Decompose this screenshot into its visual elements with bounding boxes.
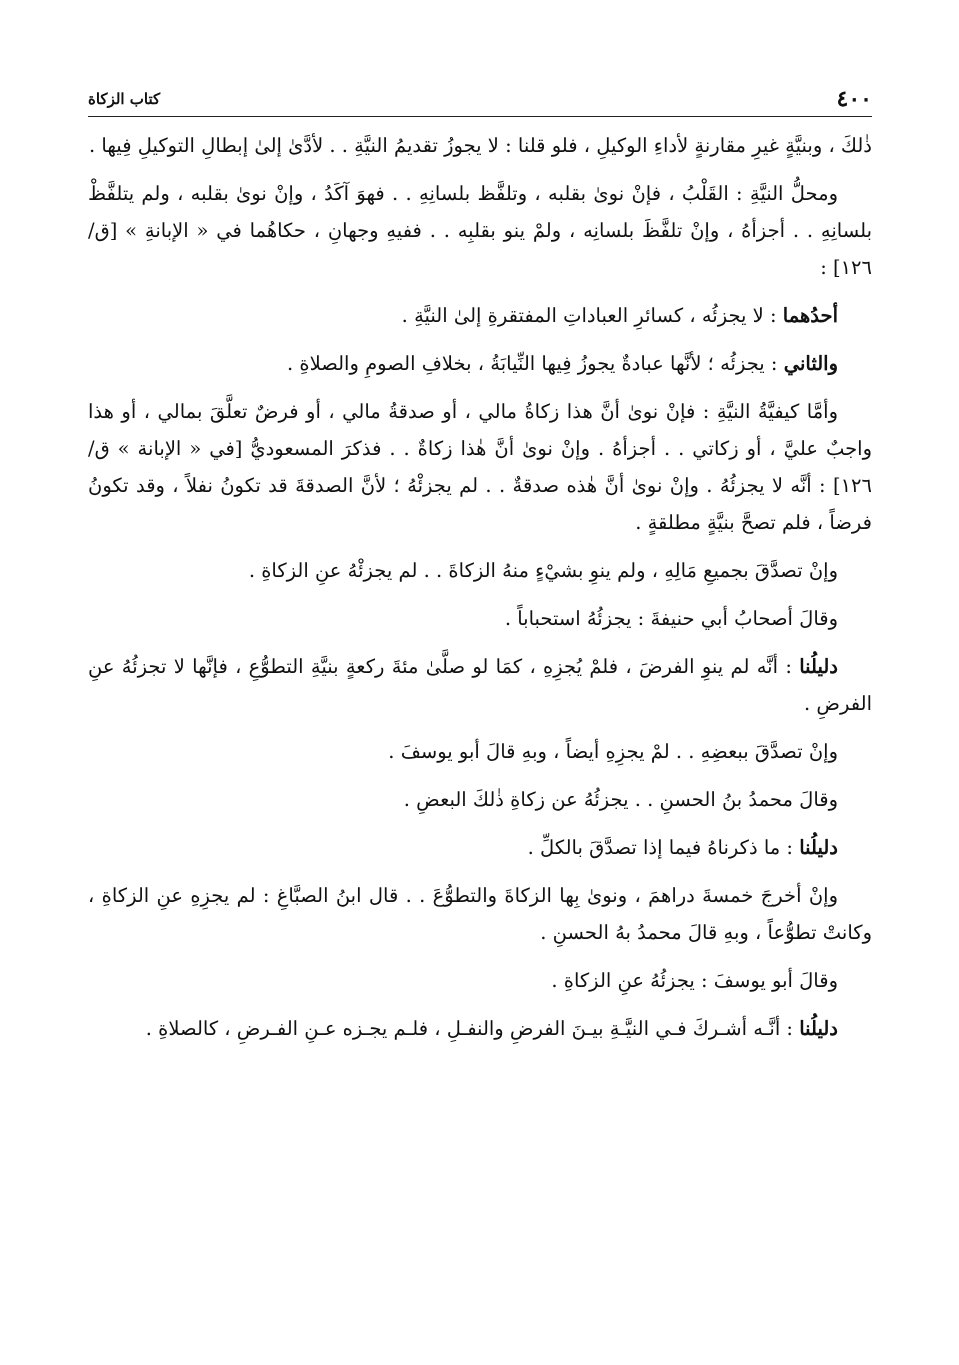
paragraph <box>88 393 872 541</box>
paragraph-text: وإنْ تصدَّقَ ببعضِهِ . . لمْ يجزِهِ أيضاً ، وبهِ قالَ أبو يوسفَ . <box>388 740 838 763</box>
paragraph <box>88 175 872 286</box>
paragraph-text: وأمَّا كيفيَّةُ النيَّةِ : فإنْ نوىٰ أنَّ هذا زكاةُ مالي ، أو صدقةُ مالي ، أو فرضٌ تعلَّقَ بمالي ، أو هذا واجبٌ عليَّ ، أو زكاتي . . أجزأهُ . وإنْ نوىٰ أنَّ هٰذا زكاةٌ . . فذكرَ المسعوديُّ [في « الإبانة » ق/١٢٦] : أنَّه لا يجزئُهُ . وإنْ نوىٰ أنَّ هٰذه صدقةٌ . . لم يجزئْهُ ؛ لأنَّ الصدقةَ قد تكونُ نفلاً ، وقد تكونُ فرضاً ، فلم تصحَّ بنيَّةٍ مطلقةٍ . <box>88 400 872 534</box>
paragraph-lead: دليلُنا <box>799 836 838 859</box>
paragraph <box>88 1010 872 1047</box>
paragraph-lead: دليلُنا <box>799 1017 838 1040</box>
book-title: كتاب الزكاة <box>88 90 161 108</box>
paragraph <box>88 552 872 589</box>
paragraph-text: : لا يجزئُه ، كسائرِ العباداتِ المفتقرةِ إلىٰ النيَّةِ . <box>401 304 783 327</box>
book-page <box>88 78 872 1338</box>
paragraph-text: وإنْ تصدَّقَ بجميعِ مَالِهِ ، ولم ينوِ بشيْءٍ منهُ الزكاةَ . . لم يجزئْهُ عنِ الزكاةِ . <box>248 559 838 582</box>
paragraph-text: وقالَ أصحابُ أبي حنيفةَ : يجزئُهُ استحباباً . <box>504 607 838 630</box>
paragraph-text: : يجزئُه ؛ لأنَّها عبادةٌ يجوزُ فِيها النِّيابَةُ ، بخلافِ الصومِ والصلاةِ . <box>286 352 784 375</box>
paragraph-text: وقالَ محمدُ بنُ الحسنِ . . يجزئُهُ عن زكاةِ ذٰلكَ البعضِ . <box>403 788 838 811</box>
paragraph <box>88 781 872 818</box>
paragraph <box>88 962 872 999</box>
paragraph-lead: أحدُهما <box>782 304 838 327</box>
paragraph <box>88 733 872 770</box>
running-head <box>88 78 872 117</box>
paragraph <box>88 297 872 334</box>
paragraph-text: : ما ذكرناهُ فيما إذا تصدَّقَ بالكلِّ . <box>527 836 800 859</box>
paragraph <box>88 829 872 866</box>
paragraph-text: : أنَّـه أشـركَ فـي النيَّـةِ بيـنَ الفرضِ والنفـلِ ، فلـم يجـزه عـنِ الفـرضِ ، كالصلاةِ . <box>145 1017 800 1040</box>
paragraph <box>88 345 872 382</box>
body-text <box>88 127 872 1047</box>
paragraph <box>88 877 872 951</box>
paragraph <box>88 600 872 637</box>
paragraph-text: وإنْ أخرجَ خمسةَ دراهمَ ، ونوىٰ بِها الزكاةَ والتطوُّعَ . . قال ابنُ الصبَّاغِ : لم يجزِهِ عنِ الزكاةِ ، وكانتْ تطوُّعاً ، وبهِ قالَ محمدُ بهُ الحسنِ . <box>88 884 872 944</box>
page-number: ٤٠٠ <box>836 86 872 112</box>
paragraph-text: ذٰلكَ ، وبنيَّةٍ غيرِ مقارنةٍ لأداءِ الوكيلِ ، فلو قلنا : لا يجوزُ تقديمُ النيَّةِ . . لأدَّىٰ إلىٰ إبطالِ التوكيلِ فِيها . <box>88 134 872 157</box>
paragraph-lead: دليلُنا <box>799 655 838 678</box>
paragraph <box>88 648 872 722</box>
paragraph-text: : أنَّه لم ينوِ الفرضَ ، فلمْ يُجزِهِ ، كمَا لو صلَّىٰ مئةَ ركعةٍ بنيَّةِ التطوُّعِ ، فإنَّها لا تجزئُهُ عنِ الفرضِ . <box>88 655 872 715</box>
paragraph-lead: والثاني <box>783 352 838 375</box>
paragraph <box>88 127 872 164</box>
paragraph-text: وقالَ أبو يوسفَ : يجزئُهُ عنِ الزكاةِ . <box>551 969 838 992</box>
paragraph-text: ومحلُّ النيَّةِ : القَلْبُ ، فإنْ نوىٰ بقلبه ، وتلفَّظ بلسانِهِ . . فهوَ آكَدُ ، وإنْ نوىٰ بقلبه ، ولم يتلفَّظْ بلسانِهِ . . أجزأهُ ، وإنْ تلفَّظَ بلسانِه ، ولمْ ينو بقلبِه . . ففيهِ وجهانِ ، حكاهُما في « الإبانةِ » [ق/١٢٦] : <box>88 182 872 279</box>
